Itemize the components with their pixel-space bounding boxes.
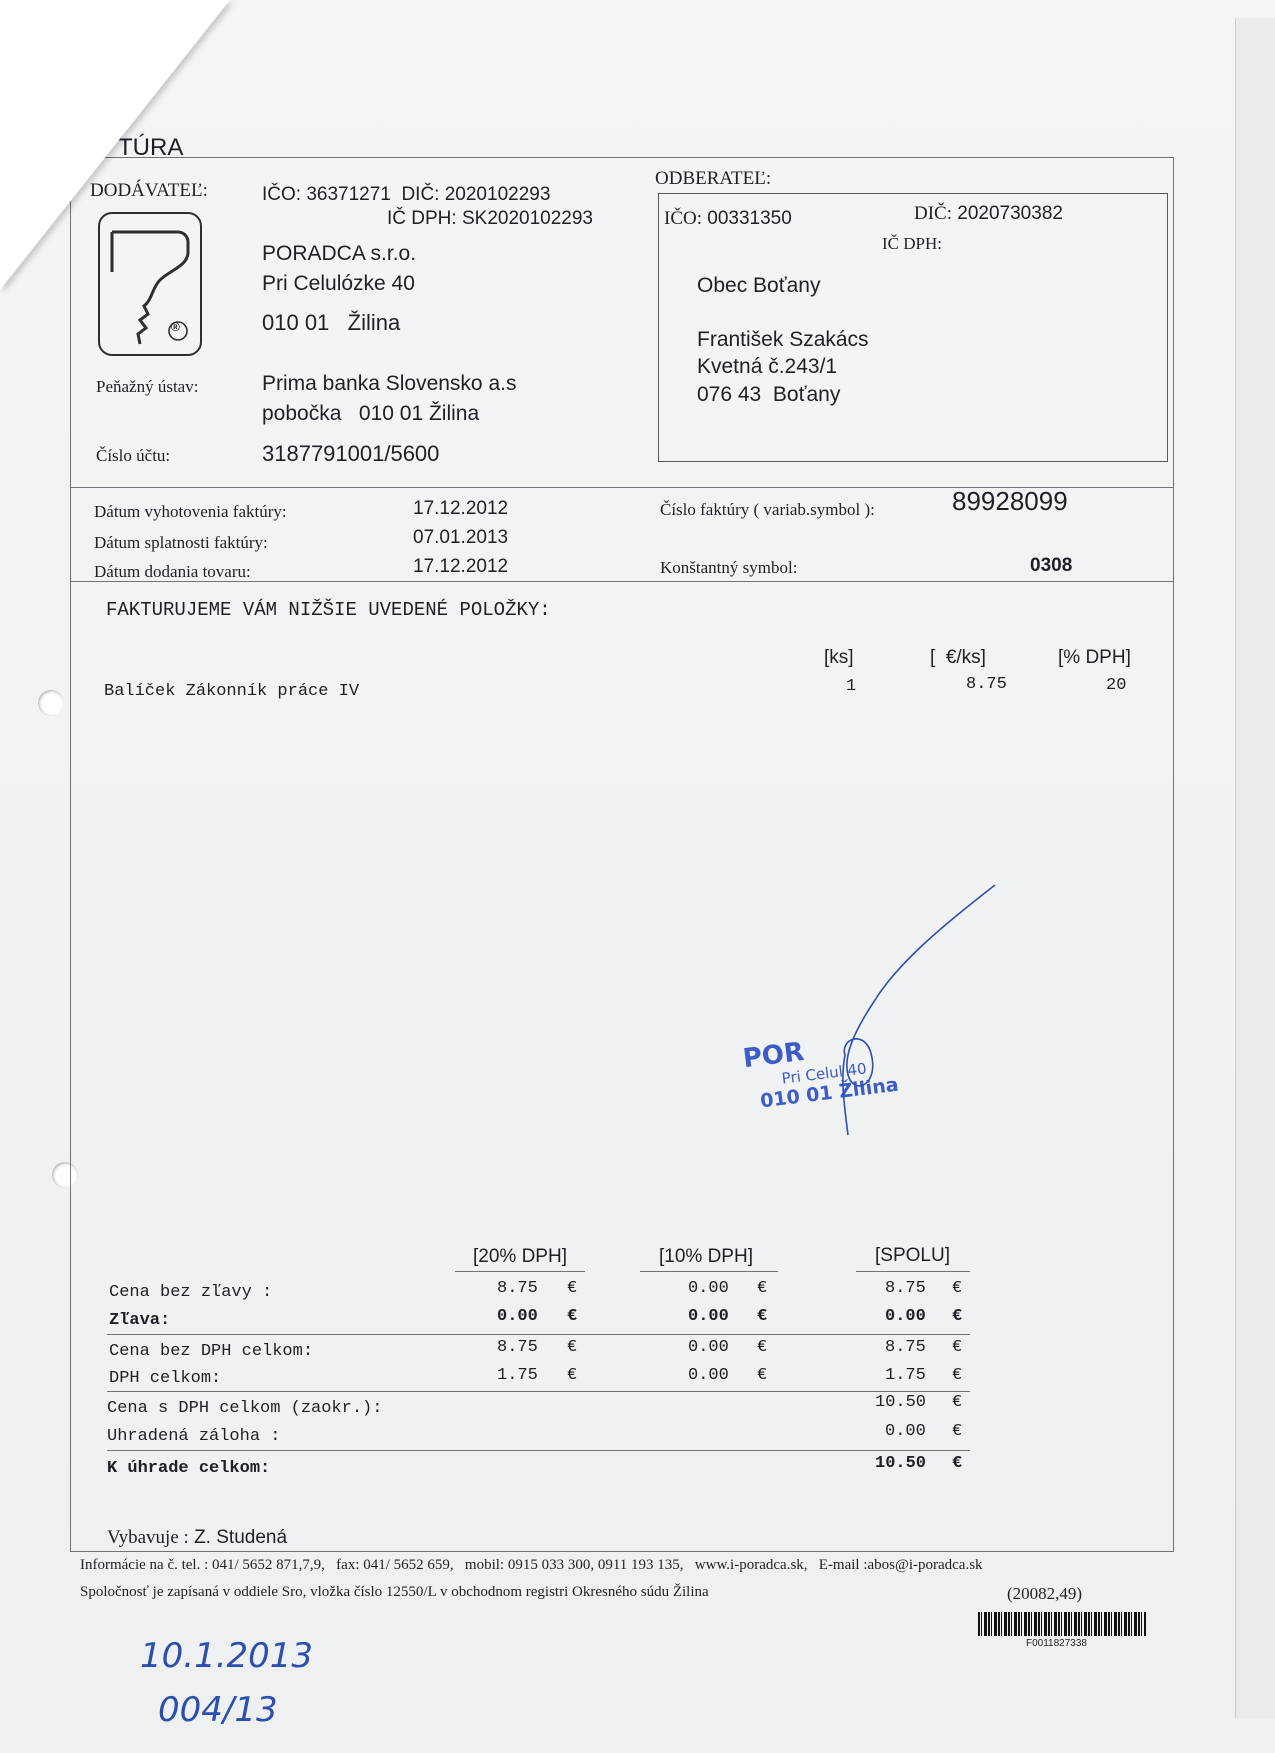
register-line: Spoločnosť je zapísaná v oddiele Sro, vložka číslo 12550/L v obchodnom registri Okresného súdu Žilina — [80, 1584, 709, 1600]
totals-vat20: 8.75 — [497, 1338, 538, 1357]
customer-person: František Szakács — [697, 328, 869, 351]
col-unit-price: [ €/ks] — [930, 647, 986, 668]
divider — [107, 1450, 970, 1451]
currency-symbol: € — [952, 1279, 963, 1298]
supplier-ico-label: IČO: — [262, 184, 302, 205]
customer-street: Kvetná č.243/1 — [697, 355, 838, 378]
items-heading: FAKTURUJEME VÁM NIŽŠIE UVEDENÉ POLOŽKY: — [106, 599, 551, 621]
customer-heading: ODBERATEĽ: — [655, 168, 772, 189]
currency-symbol: € — [952, 1393, 963, 1412]
col-qty: [ks] — [824, 647, 854, 668]
invoice-number: 89928099 — [952, 486, 1068, 516]
item-vat: 20 — [1106, 676, 1127, 695]
stamp-line: POR — [741, 1037, 806, 1075]
totals-total: 8.75 — [885, 1338, 926, 1357]
totals-label: Cena bez zľavy : — [109, 1283, 273, 1302]
supplier-ico — [262, 184, 550, 206]
currency-symbol: € — [952, 1338, 963, 1357]
issued-by — [107, 1527, 287, 1549]
currency-symbol: € — [757, 1338, 768, 1357]
totals-vat10: 0.00 — [688, 1366, 729, 1385]
folded-corner — [0, 0, 230, 290]
totals-label: Zľava: — [109, 1311, 171, 1330]
supplier-icdph — [387, 208, 593, 230]
constant-symbol-label: Konštantný symbol: — [660, 558, 798, 577]
advance-label: Uhradená záloha : — [107, 1427, 281, 1446]
divider — [856, 1271, 970, 1272]
item-price: 8.75 — [966, 675, 1007, 694]
currency-symbol: € — [757, 1307, 768, 1326]
issue-date: 17.12.2012 — [413, 498, 509, 519]
underlying-page-edge — [1235, 18, 1275, 1718]
to-pay-total: 10.50 — [875, 1454, 927, 1473]
issued-by-name: Z. Studená — [194, 1527, 288, 1548]
stamp-line: Pri Celul 40 — [780, 1059, 868, 1088]
account-number: 3187791001/5600 — [262, 441, 440, 466]
currency-symbol: € — [567, 1366, 578, 1385]
advance-value: 0.00 — [885, 1422, 926, 1441]
supplier-dic-value: 2020102293 — [444, 184, 551, 205]
due-date: 07.01.2013 — [413, 527, 509, 548]
currency-symbol: € — [757, 1366, 768, 1385]
account-label: Číslo účtu: — [96, 446, 171, 465]
currency-symbol: € — [952, 1454, 963, 1473]
to-pay-label: K úhrade celkom: — [107, 1459, 271, 1478]
document-title: TÚRA — [118, 134, 184, 161]
barcode — [978, 1612, 1146, 1636]
due-date-label: Dátum splatnosti faktúry: — [94, 533, 268, 552]
divider — [107, 1334, 970, 1335]
supplier-heading: DODÁVATEĽ: — [90, 180, 208, 201]
totals-vat20: 8.75 — [497, 1279, 538, 1298]
customer-city: 076 43 Boťany — [697, 383, 841, 406]
currency-symbol: € — [567, 1338, 578, 1357]
document-code: (20082,49) — [1007, 1584, 1083, 1603]
punch-hole — [38, 690, 64, 716]
totals-total: 1.75 — [885, 1366, 926, 1385]
customer-dic-value: 2020730382 — [957, 203, 1063, 224]
customer-name: Obec Boťany — [697, 274, 821, 297]
totals-vat10: 0.00 — [688, 1338, 729, 1357]
divider — [640, 1271, 778, 1272]
contact-line: Informácie na č. tel. : 041/ 5652 871,7,9, fax: 041/ 5652 659, mobil: 0915 033 300, 0911 193 135, www.i-poradca.sk, E-mail :abos@i-poradca.sk — [80, 1557, 983, 1573]
totals-total: 8.75 — [885, 1279, 926, 1298]
totals-label: DPH celkom: — [109, 1369, 222, 1388]
rounded-total-label: Cena s DPH celkom (zaokr.): — [107, 1399, 383, 1418]
bank-name: Prima banka Slovensko a.s — [262, 372, 517, 395]
customer-ico — [664, 208, 792, 230]
supplier-ico-value: 36371271 — [306, 184, 391, 205]
totals-vat10: 0.00 — [688, 1307, 729, 1326]
delivery-date-label: Dátum dodania tovaru: — [94, 562, 251, 581]
currency-symbol: € — [952, 1307, 963, 1326]
supplier-dic-label: DIČ: — [401, 184, 440, 205]
customer-ico-value: 00331350 — [707, 208, 792, 229]
stamp-line: 010 01 Žilina — [759, 1073, 900, 1113]
handwritten-date: 10.1.2013 — [140, 1636, 314, 1676]
signature-icon — [800, 880, 1000, 1140]
handwritten-number: 004/13 — [158, 1690, 278, 1730]
divider — [455, 1271, 585, 1272]
item-qty: 1 — [846, 677, 857, 696]
supplier-city: 010 01 Žilina — [262, 310, 401, 335]
currency-symbol: € — [757, 1279, 768, 1298]
col-vat10: [10% DPH] — [659, 1246, 753, 1267]
col-vat-rate: [% DPH] — [1058, 647, 1131, 668]
registered-mark: ® — [171, 320, 180, 334]
currency-symbol: € — [567, 1279, 578, 1298]
currency-symbol: € — [567, 1307, 578, 1326]
totals-vat10: 0.00 — [688, 1279, 729, 1298]
rounded-total: 10.50 — [875, 1393, 927, 1412]
issue-date-label: Dátum vyhotovenia faktúry: — [94, 502, 287, 521]
currency-symbol: € — [952, 1422, 963, 1441]
col-total: [SPOLU] — [875, 1245, 950, 1266]
invoice-number-label: Číslo faktúry ( variab.symbol ): — [660, 500, 875, 519]
customer-dic — [914, 203, 1063, 225]
totals-vat20: 1.75 — [497, 1366, 538, 1385]
bank-branch: pobočka 010 01 Žilina — [262, 402, 480, 425]
issued-by-label: Vybavuje : — [107, 1527, 189, 1548]
supplier-icdph-value: SK2020102293 — [461, 208, 593, 229]
delivery-date: 17.12.2012 — [413, 556, 509, 577]
constant-symbol: 0308 — [1030, 555, 1073, 576]
totals-vat20: 0.00 — [497, 1307, 538, 1326]
customer-icdph-label: IČ DPH: — [882, 234, 942, 253]
customer-ico-label: IČO: — [664, 208, 702, 229]
bank-label: Peňažný ústav: — [96, 377, 199, 396]
customer-dic-label: DIČ: — [914, 203, 952, 224]
col-vat20: [20% DPH] — [473, 1246, 567, 1267]
divider — [107, 1391, 970, 1392]
totals-label: Cena bez DPH celkom: — [109, 1342, 314, 1361]
item-name: Balíček Zákonník práce IV — [104, 682, 360, 701]
currency-symbol: € — [952, 1366, 963, 1385]
totals-total: 0.00 — [885, 1307, 926, 1326]
supplier-street: Pri Celulózke 40 — [262, 272, 415, 295]
barcode-text: F0011827338 — [1026, 1638, 1087, 1649]
supplier-icdph-label: IČ DPH: — [387, 208, 457, 229]
supplier-name: PORADCA s.r.o. — [262, 242, 417, 265]
